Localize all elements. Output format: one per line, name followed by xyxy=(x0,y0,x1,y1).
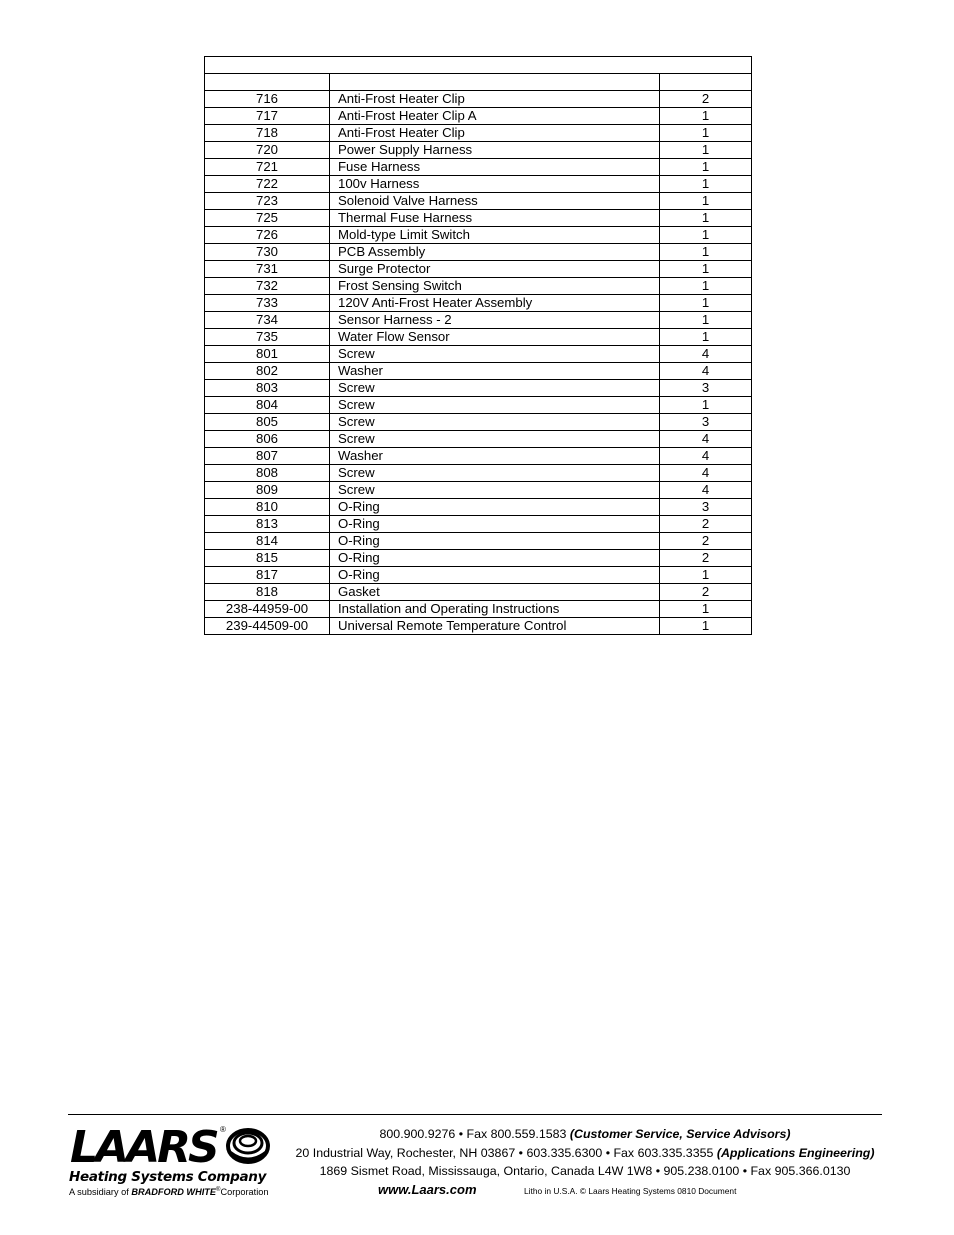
contact-line2-note: (Applications Engineering) xyxy=(716,1145,875,1160)
quantity-cell: 1 xyxy=(660,618,752,635)
logo-wordmark: LAARS xyxy=(70,1122,217,1173)
part-number-cell: 809 xyxy=(205,482,330,499)
part-number-cell: 726 xyxy=(205,227,330,244)
contact-line2-text: 20 Industrial Way, Rochester, NH 03867 • 603.335.6300 • Fax 603.335.3355 xyxy=(295,1145,717,1160)
table-row xyxy=(205,159,752,176)
description-cell: Washer xyxy=(330,448,660,465)
description-cell: Screw xyxy=(330,397,660,414)
quantity-cell: 1 xyxy=(660,176,752,193)
quantity-cell: 1 xyxy=(660,261,752,278)
part-number-cell: 802 xyxy=(205,363,330,380)
website-line xyxy=(378,1181,477,1199)
table-row xyxy=(205,448,752,465)
subsidiary-suffix: Corporation xyxy=(220,1187,269,1198)
part-number-cell: 716 xyxy=(205,91,330,108)
quantity-cell: 1 xyxy=(660,244,752,261)
description-cell: O-Ring xyxy=(330,499,660,516)
part-number-cell: 720 xyxy=(205,142,330,159)
description-cell: Water Flow Sensor xyxy=(330,329,660,346)
table-row xyxy=(205,516,752,533)
table-row xyxy=(205,261,752,278)
quantity-cell: 4 xyxy=(660,482,752,499)
description-cell: 120V Anti-Frost Heater Assembly xyxy=(330,295,660,312)
logo-registered-mark: ® xyxy=(220,1125,226,1134)
description-cell: Anti-Frost Heater Clip xyxy=(330,91,660,108)
table-title-row xyxy=(205,57,752,74)
part-number-cell: 733 xyxy=(205,295,330,312)
table-row xyxy=(205,601,752,618)
table-row xyxy=(205,278,752,295)
part-number-cell: 815 xyxy=(205,550,330,567)
part-number-cell: 807 xyxy=(205,448,330,465)
description-cell: O-Ring xyxy=(330,533,660,550)
table-row xyxy=(205,363,752,380)
quantity-cell: 1 xyxy=(660,295,752,312)
quantity-cell: 2 xyxy=(660,584,752,601)
description-cell: Screw xyxy=(330,346,660,363)
description-cell: Sensor Harness - 2 xyxy=(330,312,660,329)
quantity-cell: 1 xyxy=(660,312,752,329)
subsidiary-prefix: A subsidiary of xyxy=(69,1187,132,1198)
contact-block xyxy=(280,1125,890,1181)
quantity-cell: 1 xyxy=(660,193,752,210)
quantity-cell: 4 xyxy=(660,431,752,448)
quantity-cell: 4 xyxy=(660,465,752,482)
website-link[interactable]: www.Laars.com xyxy=(378,1182,477,1197)
part-number-cell: 801 xyxy=(205,346,330,363)
contact-line-canada-address: 1869 Sismet Road, Mississauga, Ontario, Canada L4W 1W8 • 905.238.0100 • Fax 905.366.0130 xyxy=(319,1164,851,1178)
logo-subsidiary xyxy=(69,1187,268,1197)
part-number-cell: 723 xyxy=(205,193,330,210)
litho-note: Litho in U.S.A. © Laars Heating Systems 0810 Document xyxy=(524,1186,737,1196)
quantity-cell: 1 xyxy=(660,567,752,584)
part-number-cell: 721 xyxy=(205,159,330,176)
parts-table-body xyxy=(205,57,752,635)
description-cell: Screw xyxy=(330,465,660,482)
header-cell-qty xyxy=(660,74,752,91)
description-cell: Universal Remote Temperature Control xyxy=(330,618,660,635)
table-title-cell xyxy=(205,57,752,74)
table-row xyxy=(205,108,752,125)
part-number-cell: 717 xyxy=(205,108,330,125)
contact-line1-note: (Customer Service, Service Advisors) xyxy=(569,1127,791,1141)
part-number-cell: 722 xyxy=(205,176,330,193)
description-cell: Screw xyxy=(330,414,660,431)
table-header-row xyxy=(205,74,752,91)
description-cell: Screw xyxy=(330,380,660,397)
table-row xyxy=(205,499,752,516)
header-cell-number xyxy=(205,74,330,91)
swirl-logo-icon xyxy=(226,1126,272,1166)
description-cell: Thermal Fuse Harness xyxy=(330,210,660,227)
description-cell: Installation and Operating Instructions xyxy=(330,601,660,618)
quantity-cell: 3 xyxy=(660,380,752,397)
quantity-cell: 3 xyxy=(660,414,752,431)
table-row xyxy=(205,380,752,397)
part-number-cell: 813 xyxy=(205,516,330,533)
table-row xyxy=(205,244,752,261)
part-number-cell: 818 xyxy=(205,584,330,601)
description-cell: Surge Protector xyxy=(330,261,660,278)
part-number-cell: 808 xyxy=(205,465,330,482)
table-row xyxy=(205,193,752,210)
description-cell: Power Supply Harness xyxy=(330,142,660,159)
table-row xyxy=(205,465,752,482)
part-number-cell: 814 xyxy=(205,533,330,550)
part-number-cell: 806 xyxy=(205,431,330,448)
description-cell: O-Ring xyxy=(330,567,660,584)
quantity-cell: 3 xyxy=(660,499,752,516)
quantity-cell: 2 xyxy=(660,533,752,550)
part-number-cell: 238-44959-00 xyxy=(205,601,330,618)
description-cell: Frost Sensing Switch xyxy=(330,278,660,295)
part-number-cell: 805 xyxy=(205,414,330,431)
description-cell: Washer xyxy=(330,363,660,380)
table-row xyxy=(205,295,752,312)
description-cell: PCB Assembly xyxy=(330,244,660,261)
description-cell: Anti-Frost Heater Clip A xyxy=(330,108,660,125)
part-number-cell: 718 xyxy=(205,125,330,142)
quantity-cell: 2 xyxy=(660,91,752,108)
description-cell: 100v Harness xyxy=(330,176,660,193)
quantity-cell: 1 xyxy=(660,159,752,176)
quantity-cell: 1 xyxy=(660,227,752,244)
quantity-cell: 2 xyxy=(660,550,752,567)
description-cell: Fuse Harness xyxy=(330,159,660,176)
table-row xyxy=(205,533,752,550)
table-row xyxy=(205,312,752,329)
description-cell: O-Ring xyxy=(330,550,660,567)
part-number-cell: 239-44509-00 xyxy=(205,618,330,635)
table-row xyxy=(205,176,752,193)
description-cell: Solenoid Valve Harness xyxy=(330,193,660,210)
subsidiary-registered-mark: ® xyxy=(216,1187,221,1193)
quantity-cell: 4 xyxy=(660,346,752,363)
header-cell-description xyxy=(330,74,660,91)
table-row xyxy=(205,431,752,448)
table-row xyxy=(205,91,752,108)
subsidiary-brand: BRADFORD WHITE xyxy=(131,1187,217,1198)
table-row xyxy=(205,329,752,346)
quantity-cell: 1 xyxy=(660,125,752,142)
quantity-cell: 1 xyxy=(660,278,752,295)
table-row xyxy=(205,125,752,142)
table-row xyxy=(205,567,752,584)
table-row xyxy=(205,584,752,601)
part-number-cell: 735 xyxy=(205,329,330,346)
table-row xyxy=(205,346,752,363)
part-number-cell: 810 xyxy=(205,499,330,516)
part-number-cell: 804 xyxy=(205,397,330,414)
table-row xyxy=(205,227,752,244)
quantity-cell: 1 xyxy=(660,142,752,159)
part-number-cell: 731 xyxy=(205,261,330,278)
table-row xyxy=(205,482,752,499)
part-number-cell: 803 xyxy=(205,380,330,397)
quantity-cell: 2 xyxy=(660,516,752,533)
quantity-cell: 1 xyxy=(660,601,752,618)
table-row xyxy=(205,142,752,159)
quantity-cell: 4 xyxy=(660,448,752,465)
description-cell: Screw xyxy=(330,431,660,448)
contact-line1-text: 800.900.9276 • Fax 800.559.1583 xyxy=(379,1127,570,1141)
description-cell: Gasket xyxy=(330,584,660,601)
table-row xyxy=(205,414,752,431)
table-row xyxy=(205,210,752,227)
part-number-cell: 730 xyxy=(205,244,330,261)
quantity-cell: 4 xyxy=(660,363,752,380)
description-cell: Mold-type Limit Switch xyxy=(330,227,660,244)
quantity-cell: 1 xyxy=(660,397,752,414)
parts-table xyxy=(204,56,752,635)
contact-line-phone xyxy=(280,1125,890,1144)
footer-divider xyxy=(68,1114,882,1115)
part-number-cell: 732 xyxy=(205,278,330,295)
laars-logo xyxy=(68,1124,278,1204)
logo-tagline: Heating Systems Company xyxy=(69,1169,267,1185)
description-cell: Screw xyxy=(330,482,660,499)
quantity-cell: 1 xyxy=(660,329,752,346)
description-cell: Anti-Frost Heater Clip xyxy=(330,125,660,142)
table-row xyxy=(205,550,752,567)
table-row xyxy=(205,618,752,635)
description-cell: O-Ring xyxy=(330,516,660,533)
part-number-cell: 817 xyxy=(205,567,330,584)
quantity-cell: 1 xyxy=(660,108,752,125)
part-number-cell: 725 xyxy=(205,210,330,227)
table-row xyxy=(205,397,752,414)
contact-line-nh-address xyxy=(280,1144,890,1163)
quantity-cell: 1 xyxy=(660,210,752,227)
part-number-cell: 734 xyxy=(205,312,330,329)
